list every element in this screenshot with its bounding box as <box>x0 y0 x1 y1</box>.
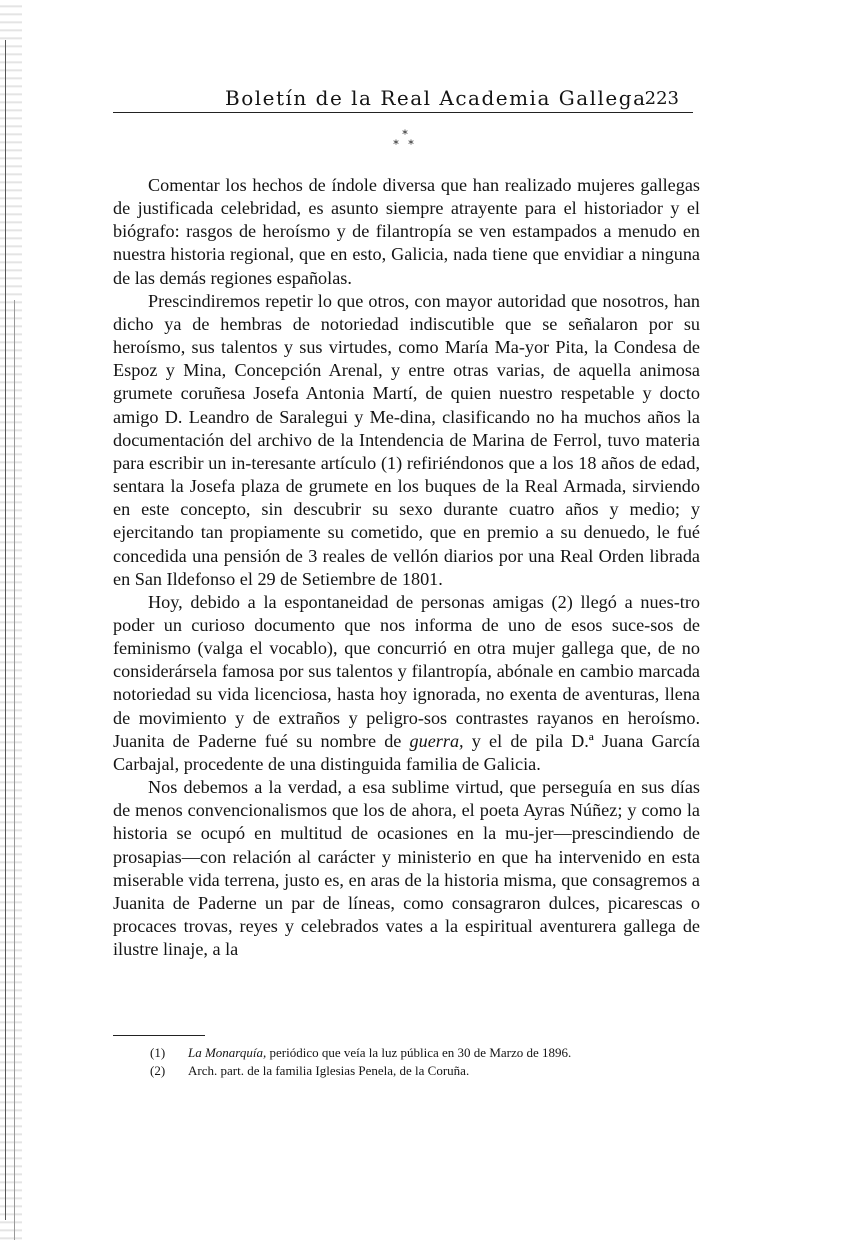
page-binding-edge <box>0 0 22 1241</box>
paragraph-2: Prescindiremos repetir lo que otros, con mayor autoridad que nosotros, han dicho ya de hembras de notoriedad indiscutible que se señalaron por su heroísmo, sus talentos y sus virtudes, como María Ma-yor Pita, la Condesa de Espoz y Mina, Concepción Arenal, y entre otras varias, de aquella animosa grumete coruñesa Josefa Antonia Martí, de quien nuestro respetable y docto amigo D. Leandro de Saralegui y Me-dina, clasificando no ha muchos años la documentación del archivo de la Intendencia de Marina de Ferrol, tuvo materia para escribir un in-teresante artículo (1) refiriéndonos que a los 18 años de edad, sentara la Josefa plaza de grumete en los buques de la Real Armada, sirviendo en este concepto, sin descubrir su sexo durante cuatro años y medio; y ejercitando tan propiamente su cometido, que en premio a su denuedo, le fué concedida una pensión de 3 reales de vellón diarios por una Real Orden librada en San Ildefonso el 29 de Setiembre de 1801. <box>113 290 700 589</box>
paragraph-3-end: y el de pila D.ª Juana García Carbajal, procedente de una distinguida familia de Galicia. <box>113 730 700 774</box>
footnote-1-mark: (1) <box>150 1045 166 1060</box>
binding-line <box>5 40 6 1220</box>
running-title: Boletín de la Real Academia Gallega <box>225 86 647 110</box>
header-rule <box>113 112 693 113</box>
page-header <box>225 84 685 114</box>
binding-line-secondary <box>14 300 15 1240</box>
paragraph-1: Comentar los hechos de índole diversa que han realizado mujeres gallegas de justificada celebridad, es asunto siempre atrayente para el historiador y el biógrafo: rasgos de heroísmo y de filantropía se ven estampados a menudo en nuestra historia regional, que en esto, Galicia, nada tiene que envidiar a ninguna de las demás regiones españolas. <box>113 175 700 288</box>
footnote-2-body: Arch. part. de la familia Iglesias Penela, de la Coruña. <box>188 1063 470 1078</box>
asterism-top: * <box>402 128 408 141</box>
asterism-bottom: * * <box>393 138 417 151</box>
footnote-1-body: periódico que veía la luz pública en 30 de Marzo de 1896. <box>266 1045 572 1060</box>
footnote-1 <box>150 1044 710 1062</box>
footnote-2 <box>150 1062 710 1080</box>
asterism-ornament <box>385 130 425 170</box>
paragraph-3-italic: guerra, <box>409 730 464 751</box>
page-number: 223 <box>644 88 679 109</box>
paragraph-4: Nos debemos a la verdad, a esa sublime virtud, que perseguía en sus días de menos convencionalismos que los de ahora, el poeta Ayras Núñez; y como la historia se ocupó en multitud de ocasiones en la mu-jer—prescindiendo de prosapias—con relación al carácter y ministerio en que ha intervenido en esta miserable vida terrena, justo es, en aras de la historia misma, que consagremos a Juanita de Paderne un par de líneas, como consagraron dulces, picarescas o procaces trovas, reyes y celebrados vates a la espiritual aventurera gallega de ilustre linaje, a la <box>113 777 700 960</box>
footnote-2-mark: (2) <box>150 1063 166 1078</box>
footnote-1-italic: La Monarquía, <box>188 1045 267 1060</box>
footnote-rule <box>113 1035 205 1036</box>
footnote-1-text <box>188 1044 571 1062</box>
body-text <box>113 174 700 961</box>
paragraph-3-start: Hoy, debido a la espontaneidad de personas amigas (2) llegó a nues-tro poder un curioso documento que nos informa de uno de esos suce-sos de feminismo (valga el vocablo), que concurrió en otra mujer gallega que, de no considerársela famosa por sus talentos y filantropía, abónale en cambio marcada notoriedad su vida licenciosa, hasta hoy ignorada, no exenta de aventuras, llena de movimiento y de extraños y peligro-sos contrastes rayanos en heroísmo. Juanita de Paderne fué su nombre de <box>113 591 700 751</box>
footnote-2-text <box>188 1062 469 1080</box>
footnotes <box>150 1044 710 1080</box>
paragraph-3 <box>113 591 700 776</box>
